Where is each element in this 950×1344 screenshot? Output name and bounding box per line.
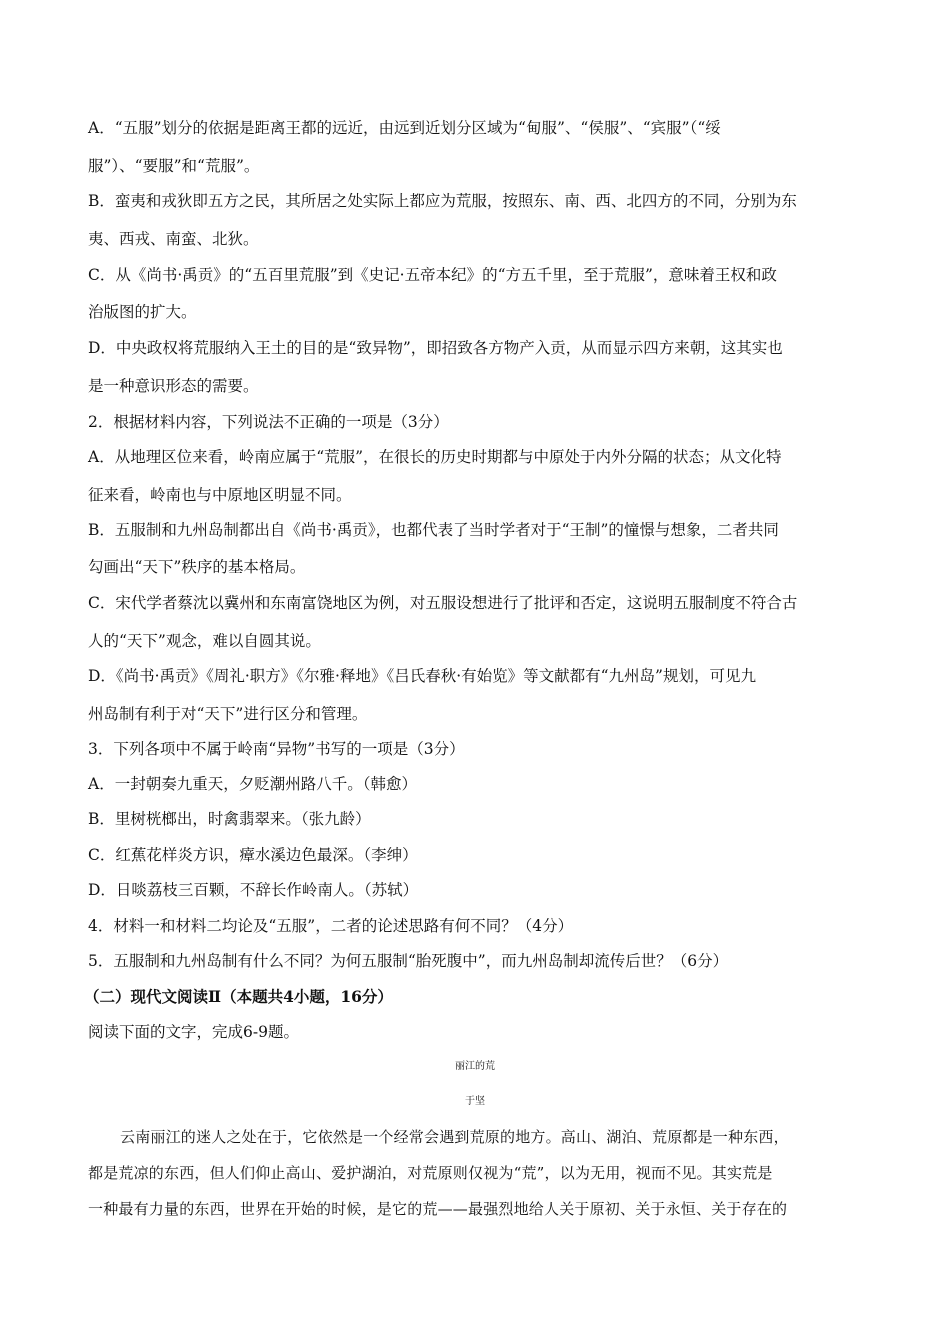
q3-option-d: D．日啖荔枝三百颗，不辞长作岭南人。（苏轼） <box>88 881 419 899</box>
q2-option-b-line2: 勾画出“天下”秩序的基本格局。 <box>88 558 306 576</box>
question-2: 2．根据材料内容，下列说法不正确的一项是（3分） <box>88 413 449 431</box>
option-a-line2: 服”）、“要服”和“荒服”。 <box>88 157 260 175</box>
q2-option-a-line1: A．从地理区位来看，岭南应属于“荒服”，在很长的历史时期都与中原处于内外分隔的状态；从文化特 <box>88 448 782 466</box>
q3-option-c: C．红蕉花样炎方识，瘴水溪边色最深。（李绅） <box>88 846 418 864</box>
option-a-line1: A．“五服”划分的依据是距离王都的远近，由远到近划分区域为“甸服”、“侯服”、“宾服”（“绥 <box>88 119 721 137</box>
q2-option-c-line1: C．宋代学者蔡沈以冀州和东南富饶地区为例，对五服设想进行了批评和否定，这说明五服制度不符合古 <box>88 594 798 612</box>
paragraph-line2: 都是荒凉的东西，但人们仰止高山、爱护湖泊，对荒原则仅视为“荒”，以为无用，视而不见。其实荒是 <box>88 1164 773 1182</box>
option-b-line2: 夷、西戎、南蛮、北狄。 <box>88 230 259 248</box>
article-title: 丽江的荒 <box>455 1061 495 1072</box>
paragraph-line1: 云南丽江的迷人之处在于，它依然是一个经常会遇到荒原的地方。高山、湖泊、荒原都是一种东西， <box>120 1128 789 1146</box>
reading-instruction: 阅读下面的文字，完成6-9题。 <box>88 1023 299 1041</box>
q3-option-a: A．一封朝奏九重天，夕贬潮州路八千。（韩愈） <box>88 775 417 793</box>
question-5: 5．五服制和九州岛制有什么不同？为何五服制“胎死腹中”，而九州岛制却流传后世？（6分） <box>88 952 729 970</box>
q2-option-a-line2: 征来看，岭南也与中原地区明显不同。 <box>88 486 352 504</box>
option-d-line2: 是一种意识形态的需要。 <box>88 377 259 395</box>
option-c-line2: 治版图的扩大。 <box>88 303 197 321</box>
question-4: 4．材料一和材料二均论及“五服”，二者的论述思路有何不同？（4分） <box>88 917 574 935</box>
option-c-line1: C．从《尚书·禹贡》的“五百里荒服”到《史记·五帝本纪》的“方五千里，至于荒服”，意味着王权和政 <box>88 266 777 284</box>
q2-option-d-line2: 州岛制有利于对“天下”进行区分和管理。 <box>88 705 368 723</box>
paragraph-line3: 一种最有力量的东西，世界在开始的时候，是它的荒——最强烈地给人关于原初、关于永恒、关于存在的 <box>88 1200 788 1218</box>
q3-option-b: B．里树桄榔出，时禽翡翠来。（张九龄） <box>88 810 371 828</box>
q2-option-c-line2: 人的“天下”观念，难以自圆其说。 <box>88 632 321 650</box>
option-b-line1: B．蛮夷和戎狄即五方之民，其所居之处实际上都应为荒服，按照东、南、西、北四方的不同，分别为东 <box>88 192 797 210</box>
article-author: 于坚 <box>465 1096 485 1107</box>
q2-option-b-line1: B．五服制和九州岛制都出自《尚书·禹贡》，也都代表了当时学者对于“王制”的憧憬与想象，二者共同 <box>88 521 779 539</box>
section-heading: （二）现代文阅读Ⅱ（本题共4小题，16分） <box>84 987 393 1006</box>
question-3: 3．下列各项中不属于岭南“异物”书写的一项是（3分） <box>88 740 465 758</box>
q2-option-d-line1: D．《尚书·禹贡》《周礼·职方》《尔雅·释地》《吕氏春秋·有始览》等文献都有“九州岛”规划，可见九 <box>88 667 756 685</box>
option-d-line1: D．中央政权将荒服纳入王土的目的是“致异物”，即招致各方物产入贡，从而显示四方来朝，这其实也 <box>88 339 783 357</box>
